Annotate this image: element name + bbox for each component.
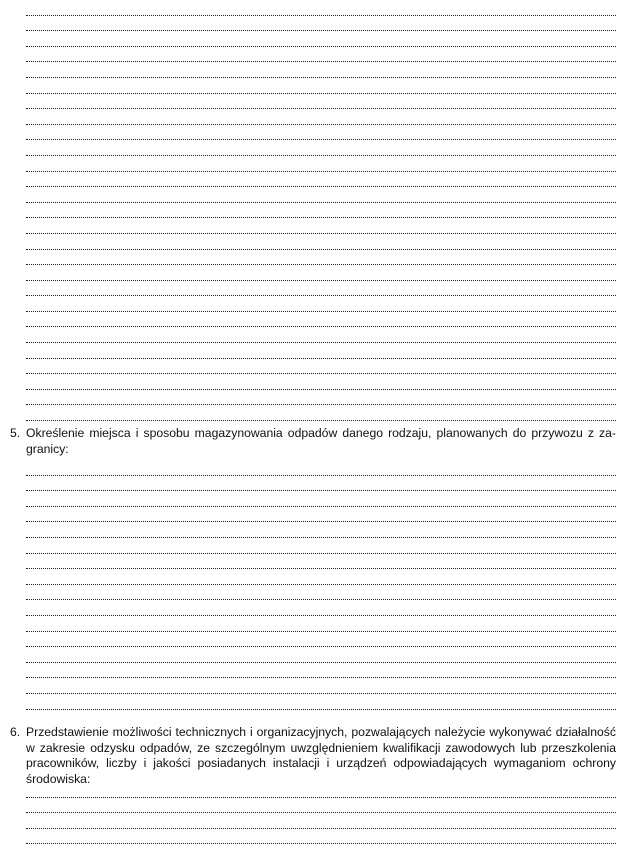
dotted-line[interactable] [26, 156, 616, 172]
dotted-line[interactable] [26, 647, 616, 663]
dotted-line[interactable] [26, 250, 616, 266]
dotted-line[interactable] [26, 782, 616, 798]
dotted-line[interactable] [26, 522, 616, 538]
section-5-heading [10, 426, 616, 457]
dotted-line[interactable] [26, 829, 616, 845]
dotted-line[interactable] [26, 218, 616, 234]
section-number: 6. [10, 725, 21, 739]
dotted-line[interactable] [26, 632, 616, 648]
dotted-line[interactable] [26, 585, 616, 601]
dotted-line[interactable] [26, 554, 616, 570]
dotted-line[interactable] [26, 125, 616, 141]
dotted-line[interactable] [26, 813, 616, 829]
section-text: Określenie miejsca i sposobu magazynowania odpadów danego rodzaju, planowanych do przywozu z za-granicy: [26, 426, 616, 456]
dotted-line[interactable] [26, 62, 616, 78]
section-6-heading [10, 725, 616, 787]
dotted-line[interactable] [26, 296, 616, 312]
dotted-line[interactable] [26, 16, 616, 32]
dotted-line[interactable] [26, 405, 616, 421]
dotted-line[interactable] [26, 327, 616, 343]
dotted-line[interactable] [26, 798, 616, 814]
dotted-line[interactable] [26, 343, 616, 359]
dotted-line[interactable] [26, 359, 616, 375]
section-number: 5. [10, 426, 21, 440]
dotted-line[interactable] [26, 203, 616, 219]
dotted-line[interactable] [26, 491, 616, 507]
dotted-line[interactable] [26, 281, 616, 297]
dotted-line[interactable] [26, 78, 616, 94]
answer-lines-section-6[interactable] [26, 782, 616, 844]
dotted-line[interactable] [26, 460, 616, 476]
answer-lines-section-5[interactable] [26, 460, 616, 710]
section-text: Przedstawienie możliwości technicznych i organizacyjnych, pozwalających należycie wykonywać działalność w zakresie odzysku odpadów, ze szczególnym uwzględnieniem kwalifikacji zawodowych lub przeszkolenia pracowników, liczby i jakości posiadanych instalacji i urządzeń odpowiadających wymaganiom ochrony środowiska: [26, 725, 616, 786]
dotted-line[interactable] [26, 109, 616, 125]
dotted-line[interactable] [26, 94, 616, 110]
dotted-line[interactable] [26, 312, 616, 328]
dotted-line[interactable] [26, 234, 616, 250]
dotted-line[interactable] [26, 0, 616, 16]
dotted-line[interactable] [26, 663, 616, 679]
dotted-line[interactable] [26, 569, 616, 585]
dotted-line[interactable] [26, 390, 616, 406]
dotted-line[interactable] [26, 265, 616, 281]
dotted-line[interactable] [26, 538, 616, 554]
dotted-line[interactable] [26, 476, 616, 492]
dotted-line[interactable] [26, 47, 616, 63]
dotted-line[interactable] [26, 140, 616, 156]
dotted-line[interactable] [26, 187, 616, 203]
dotted-line[interactable] [26, 694, 616, 710]
dotted-line[interactable] [26, 600, 616, 616]
dotted-line[interactable] [26, 374, 616, 390]
dotted-line[interactable] [26, 507, 616, 523]
dotted-line[interactable] [26, 678, 616, 694]
dotted-line[interactable] [26, 31, 616, 47]
answer-lines-section-4[interactable] [26, 0, 616, 421]
dotted-line[interactable] [26, 172, 616, 188]
dotted-line[interactable] [26, 616, 616, 632]
